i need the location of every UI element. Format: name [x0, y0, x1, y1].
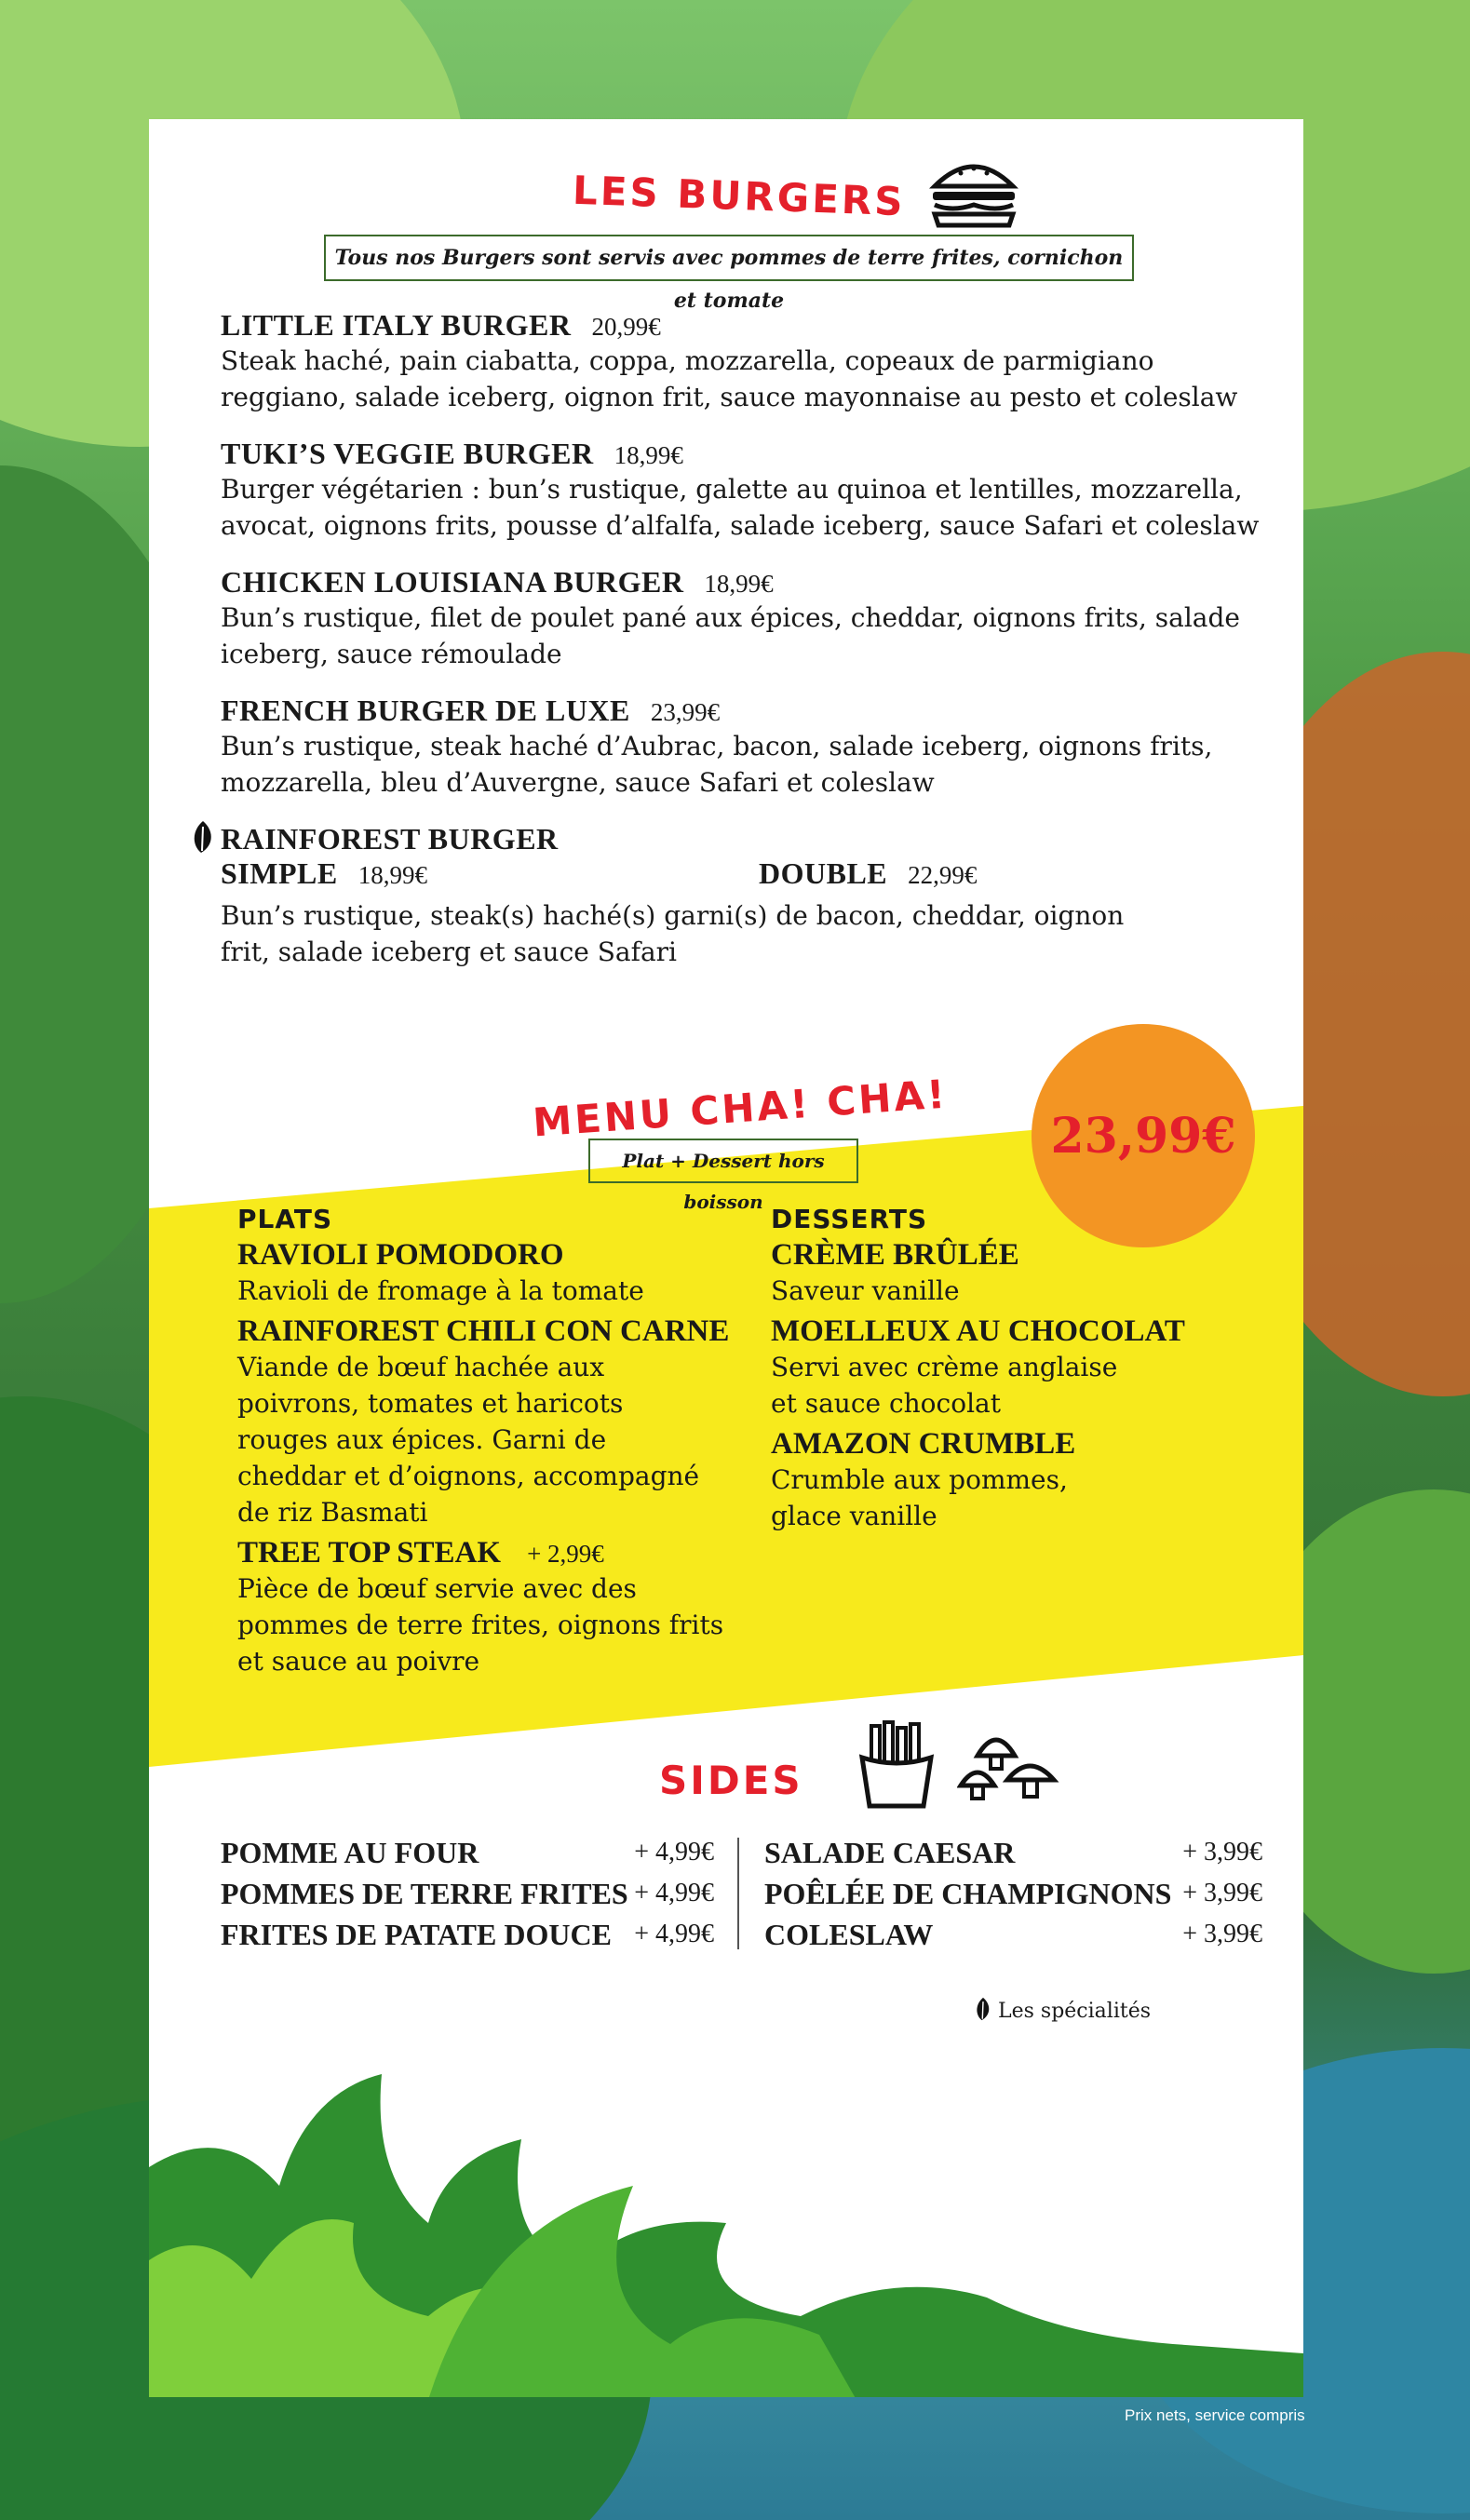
side-price: + 3,99€ [1182, 1838, 1262, 1866]
mushrooms-icon [957, 1728, 1059, 1812]
side-price: + 3,99€ [1182, 1879, 1262, 1907]
menu-item [771, 1314, 1218, 1422]
burgers-note: Tous nos Burgers sont servis avec pommes de terre frites, cornichon et tomate [324, 235, 1134, 281]
burger-item [221, 437, 1273, 544]
simple-price: 18,99€ [357, 861, 427, 889]
menu-item [771, 1427, 1218, 1534]
item-price: 18,99€ [704, 570, 774, 598]
menu-item-name: RAINFOREST CHILI CON CARNE [237, 1314, 730, 1348]
menu-item-name: RAVIOLI POMODORO [237, 1238, 564, 1272]
side-item [764, 1832, 1262, 1873]
sides-heading: SIDES [659, 1758, 803, 1803]
burger-item [221, 308, 1273, 415]
menu-price: 23,99€ [1050, 1107, 1236, 1165]
item-description: Bun’s rustique, filet de poulet pané aux épices, cheddar, oignons frits, salade iceberg, sauce rémoulade [221, 602, 1240, 669]
menu-item-name: TREE TOP STEAK [237, 1536, 502, 1570]
menu-item-name: CRÈME BRÛLÉE [771, 1238, 1019, 1272]
menu-item-extra: + 2,99€ [527, 1540, 604, 1568]
plats-title: PLATS [237, 1204, 333, 1234]
menu-item [237, 1238, 759, 1309]
side-item [764, 1873, 1262, 1914]
menu-item-name: MOELLEUX AU CHOCOLAT [771, 1314, 1185, 1348]
menu-note: Plat + Dessert hors boisson [588, 1139, 858, 1183]
side-price: + 4,99€ [634, 1920, 714, 1948]
desserts-column [771, 1204, 1218, 1534]
menu-item-description: Crumble aux pommes, glace vanille [771, 1464, 1068, 1531]
foliage-illustration [149, 1944, 1303, 2397]
side-price: + 4,99€ [634, 1879, 714, 1907]
desserts-title: DESSERTS [771, 1204, 928, 1234]
burgers-heading: LES BURGERS [572, 167, 907, 225]
rainforest-burger [221, 822, 1273, 970]
menu-item-description: Viande de bœuf hachée aux poivrons, tomates et haricots rouges aux épices. Garni de cheddar et d’oignons, accompagné de riz Basmati [237, 1352, 700, 1528]
plats-column [237, 1204, 759, 1679]
side-price: + 3,99€ [1182, 1920, 1262, 1948]
double-label: DOUBLE [759, 856, 888, 890]
side-price: + 4,99€ [634, 1838, 714, 1866]
side-item [221, 1832, 714, 1873]
menu-item-description: Pièce de bœuf servie avec des pommes de terre frites, oignons frits et sauce au poivre [237, 1573, 724, 1677]
item-name: CHICKEN LOUISIANA BURGER [221, 565, 684, 599]
menu-item-name: AMAZON CRUMBLE [771, 1427, 1076, 1461]
legend-text: Les spécialités [998, 1999, 1152, 2023]
sides-left [221, 1832, 714, 1955]
side-name: POMMES DE TERRE FRITES [221, 1876, 628, 1910]
menu-item [237, 1314, 759, 1530]
item-description: Steak haché, pain ciabatta, coppa, mozzarella, copeaux de parmigiano reggiano, salade iceberg, oignon frit, sauce mayonnaise au pesto et coleslaw [221, 345, 1238, 412]
side-name: POMME AU FOUR [221, 1835, 479, 1869]
item-description: Burger végétarien : bun’s rustique, galette au quinoa et lentilles, mozzarella, avocat, oignons frits, pousse d’alfalfa, salade iceberg, sauce Safari et coleslaw [221, 474, 1260, 541]
leaf-icon [190, 819, 216, 858]
item-price: 23,99€ [650, 698, 721, 726]
item-name: FRENCH BURGER DE LUXE [221, 694, 630, 727]
menu-item [237, 1536, 759, 1679]
item-name: LITTLE ITALY BURGER [221, 308, 572, 342]
burger-icon [929, 155, 1018, 233]
item-name: TUKI’S VEGGIE BURGER [221, 437, 594, 470]
menu-item [771, 1238, 1218, 1309]
item-description: Bun’s rustique, steak haché d’Aubrac, bacon, salade iceberg, oignons frits, mozzarella, bleu d’Auvergne, sauce Safari et coleslaw [221, 731, 1213, 798]
side-name: SALADE CAESAR [764, 1835, 1016, 1869]
simple-label: SIMPLE [221, 856, 338, 890]
menu-item-description: Servi avec crème anglaise et sauce chocolat [771, 1352, 1118, 1419]
side-name: FRITES DE PATATE DOUCE [221, 1917, 612, 1951]
side-name: COLESLAW [764, 1917, 934, 1951]
item-price: 18,99€ [614, 441, 683, 469]
burger-item [221, 694, 1273, 801]
menu-item-description: Saveur vanille [771, 1275, 960, 1306]
menu-heading: MENU CHA! CHA! [531, 1071, 950, 1146]
side-item [221, 1873, 714, 1914]
menu-card [149, 119, 1303, 2397]
item-description: Bun’s rustique, steak(s) haché(s) garni(s) de bacon, cheddar, oignon frit, salade iceberg et sauce Safari [221, 900, 1125, 967]
fries-icon [858, 1720, 935, 1813]
sides-divider [737, 1838, 739, 1949]
footer-note: Prix nets, service compris [1125, 2406, 1305, 2424]
item-name: RAINFOREST BURGER [221, 822, 559, 856]
double-price: 22,99€ [908, 861, 978, 889]
item-price: 20,99€ [591, 313, 661, 341]
side-name: POÊLÉE DE CHAMPIGNONS [764, 1876, 1172, 1910]
burger-item [221, 565, 1273, 672]
sides-right [764, 1832, 1262, 1955]
menu-item-description: Ravioli de fromage à la tomate [237, 1275, 644, 1306]
